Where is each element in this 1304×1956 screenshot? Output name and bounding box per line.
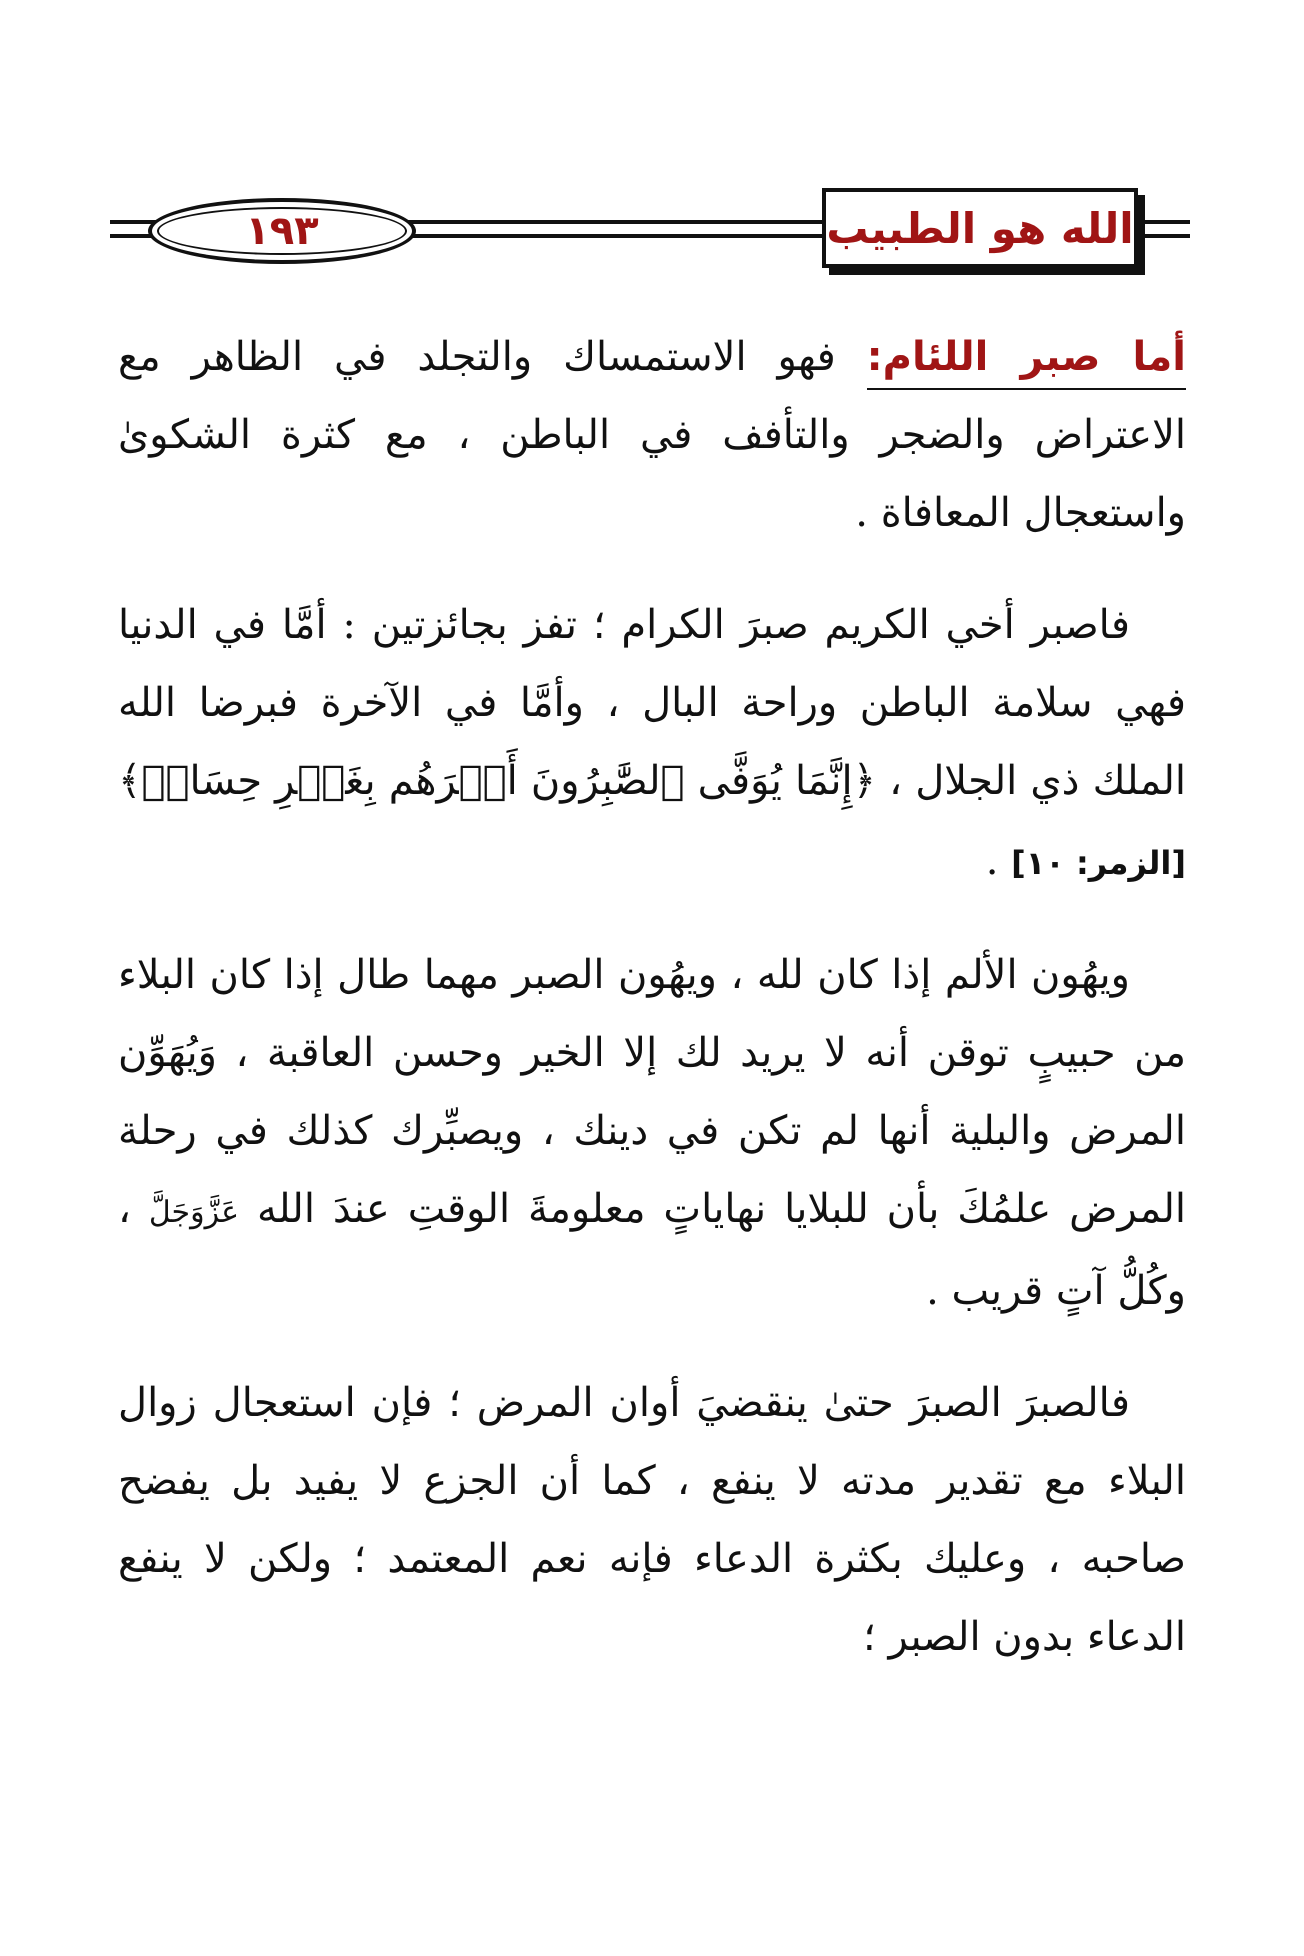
running-header xyxy=(110,188,1190,278)
header-rule-middle-bottom xyxy=(400,234,830,238)
header-rule-middle-top xyxy=(400,220,830,224)
quran-verse: إِنَّمَا يُوَفَّى ٱلصَّٰبِرُونَ أَجۡرَهُم بِغَيۡرِ حِسَابٖ xyxy=(141,758,853,804)
page-body xyxy=(118,318,1186,1710)
quran-open-bracket: ﴿ xyxy=(852,758,877,804)
paragraph-2-text: فاصبر أخي الكريم صبرَ الكرام ؛ تفز بجائزتين : أمَّا في الدنيا فهي سلامة الباطن وراحة البال ، وأمَّا في الآخرة فبرضا الله الملك ذي الجلال ، xyxy=(118,602,1186,804)
running-title-box xyxy=(822,188,1138,268)
paragraph-4-text: فالصبرَ الصبرَ حتىٰ ينقضيَ أوان المرض ؛ فإن استعجال زوال البلاء مع تقدير مدته لا ينفع ، كما أن الجزع لا يفيد بل يفضح صاحبه ، وعليك بكثرة الدعاء فإنه نعم المعتمد ؛ ولكن لا ينفع الدعاء بدون الصبر ؛ xyxy=(118,1380,1186,1660)
header-rule-right-bottom xyxy=(1138,234,1190,238)
header-rule-right-top xyxy=(1138,220,1190,224)
paragraph-3-text-end: ، وكُلُّ آتٍ قريب . xyxy=(118,1186,1186,1314)
verse-reference: [الزمر: ١٠] xyxy=(1011,844,1186,882)
paragraph-4 xyxy=(118,1364,1186,1676)
quran-close-bracket: ﴾ xyxy=(118,758,142,804)
paragraph-3-text: ويهُون الألم إذا كان لله ، ويهُون الصبر مهما طال إذا كان البلاء من حبيبٍ توقن أنه لا يريد لك إلا الخير وحسن العاقبة ، وَيُهَوِّن المرض والبلية أنها لم تكن في دينك ، ويصبِّرك كذلك في رحلة المرض علمُكَ بأن للبلايا نهاياتٍ معلومةَ الوقتِ عندَ الله xyxy=(118,952,1186,1232)
paragraph-2-end: . xyxy=(985,838,1012,884)
paragraph-2 xyxy=(118,586,1186,902)
running-title: الله هو الطبيب xyxy=(826,203,1134,253)
page-number: ١٩٣ xyxy=(245,208,319,254)
paragraph-1-text: فهو الاستمساك والتجلد في الظاهر مع الاعتراض والضجر والتأفف في الباطن ، مع كثرة الشكوىٰ واستعجال المعافاة . xyxy=(118,334,1186,536)
page-number-badge xyxy=(148,198,416,264)
lead-term: أما صبر اللئام: xyxy=(867,334,1186,390)
paragraph-1 xyxy=(118,318,1186,552)
honorific-glyph: عَزَّوَجَلَّ xyxy=(148,1195,240,1230)
paragraph-3 xyxy=(118,936,1186,1330)
